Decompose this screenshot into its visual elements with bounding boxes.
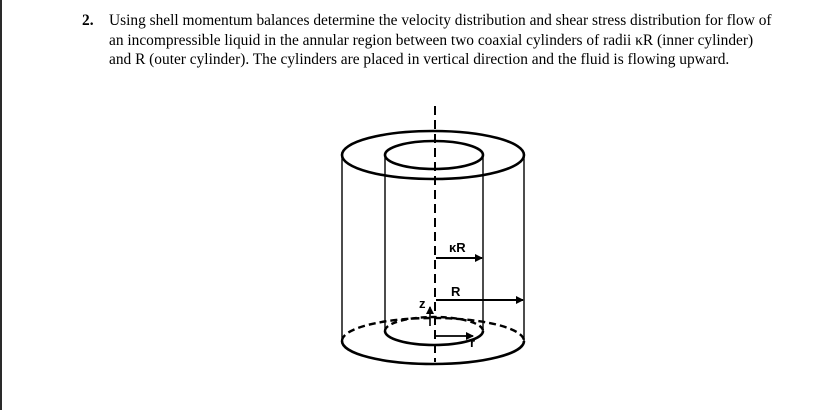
diagram-svg: [330, 100, 550, 400]
outer-radius-label: R: [451, 284, 461, 299]
outer-cylinder-top: [342, 131, 524, 179]
outer-cylinder-bottom-back: [342, 318, 524, 341]
z-coordinate-label: z: [419, 296, 426, 311]
question-block: [82, 11, 772, 70]
question-text: Using shell momentum balances determine the velocity distribution and shear stress distribution for flow of an incompressible liquid in the annular region between two coaxial cylinders of radii κR (inner cylinder) and R (outer cylinder). The cylinders are placed in vertical direction and the fluid is flowing upward.: [109, 12, 772, 68]
page-left-border: [0, 0, 2, 410]
question-number: 2.: [82, 12, 94, 29]
coaxial-cylinders-diagram: [330, 100, 550, 400]
r-coordinate-label: r: [470, 335, 476, 350]
inner-radius-label: κR: [449, 240, 466, 255]
